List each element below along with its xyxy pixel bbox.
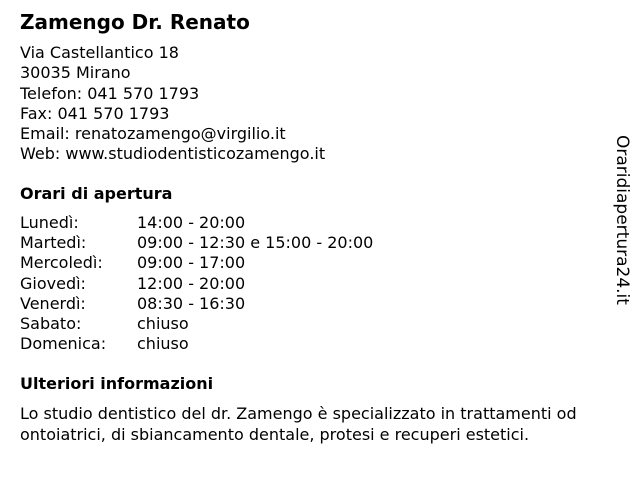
day-hours: 09:00 - 12:30 e 15:00 - 20:00 bbox=[137, 233, 374, 253]
opening-hours-table bbox=[20, 213, 373, 354]
day-hours: 14:00 - 20:00 bbox=[137, 213, 246, 232]
day-hours: chiuso bbox=[137, 314, 189, 334]
day-label: Giovedì: bbox=[20, 273, 86, 293]
day-label: Martedì: bbox=[20, 233, 87, 253]
hours-row-wednesday bbox=[20, 253, 373, 273]
site-watermark: Oraridiapertura24.it bbox=[612, 135, 632, 305]
fax-line: Fax: 041 570 1793 bbox=[20, 103, 170, 123]
day-label: Venerdì: bbox=[20, 293, 86, 313]
day-label: Mercoledì: bbox=[20, 253, 103, 273]
hours-row-friday bbox=[20, 294, 373, 314]
hours-row-tuesday bbox=[20, 233, 373, 253]
business-name: Zamengo Dr. Renato bbox=[20, 10, 250, 34]
day-hours: 12:00 - 20:00 bbox=[137, 273, 246, 293]
day-label: Lunedì: bbox=[20, 213, 79, 232]
hours-row-thursday bbox=[20, 274, 373, 294]
opening-hours-heading: Orari di apertura bbox=[20, 184, 173, 203]
hours-row-monday bbox=[20, 213, 373, 233]
hours-row-saturday bbox=[20, 314, 373, 334]
day-label: Sabato: bbox=[20, 314, 82, 334]
more-info-text: Lo studio dentistico del dr. Zamengo è specializzato in trattamenti od ontoiatrici, di sbiancamento dentale, protesi e recuperi estetici. bbox=[20, 404, 577, 444]
day-hours: 08:30 - 16:30 bbox=[137, 293, 246, 313]
day-label: Domenica: bbox=[20, 334, 107, 354]
web-line: Web: www.studiodentisticozamengo.it bbox=[20, 144, 326, 164]
address-city: 30035 Mirano bbox=[20, 63, 131, 83]
hours-row-sunday bbox=[20, 334, 373, 354]
email-line: Email: renatozamengo@virgilio.it bbox=[20, 124, 286, 144]
day-hours: 09:00 - 17:00 bbox=[137, 253, 246, 273]
day-hours: chiuso bbox=[137, 334, 189, 354]
address-street: Via Castellantico 18 bbox=[20, 43, 179, 62]
more-info-heading: Ulteriori informazioni bbox=[20, 374, 214, 393]
phone-line: Telefon: 041 570 1793 bbox=[20, 83, 200, 103]
contact-block bbox=[20, 43, 325, 165]
